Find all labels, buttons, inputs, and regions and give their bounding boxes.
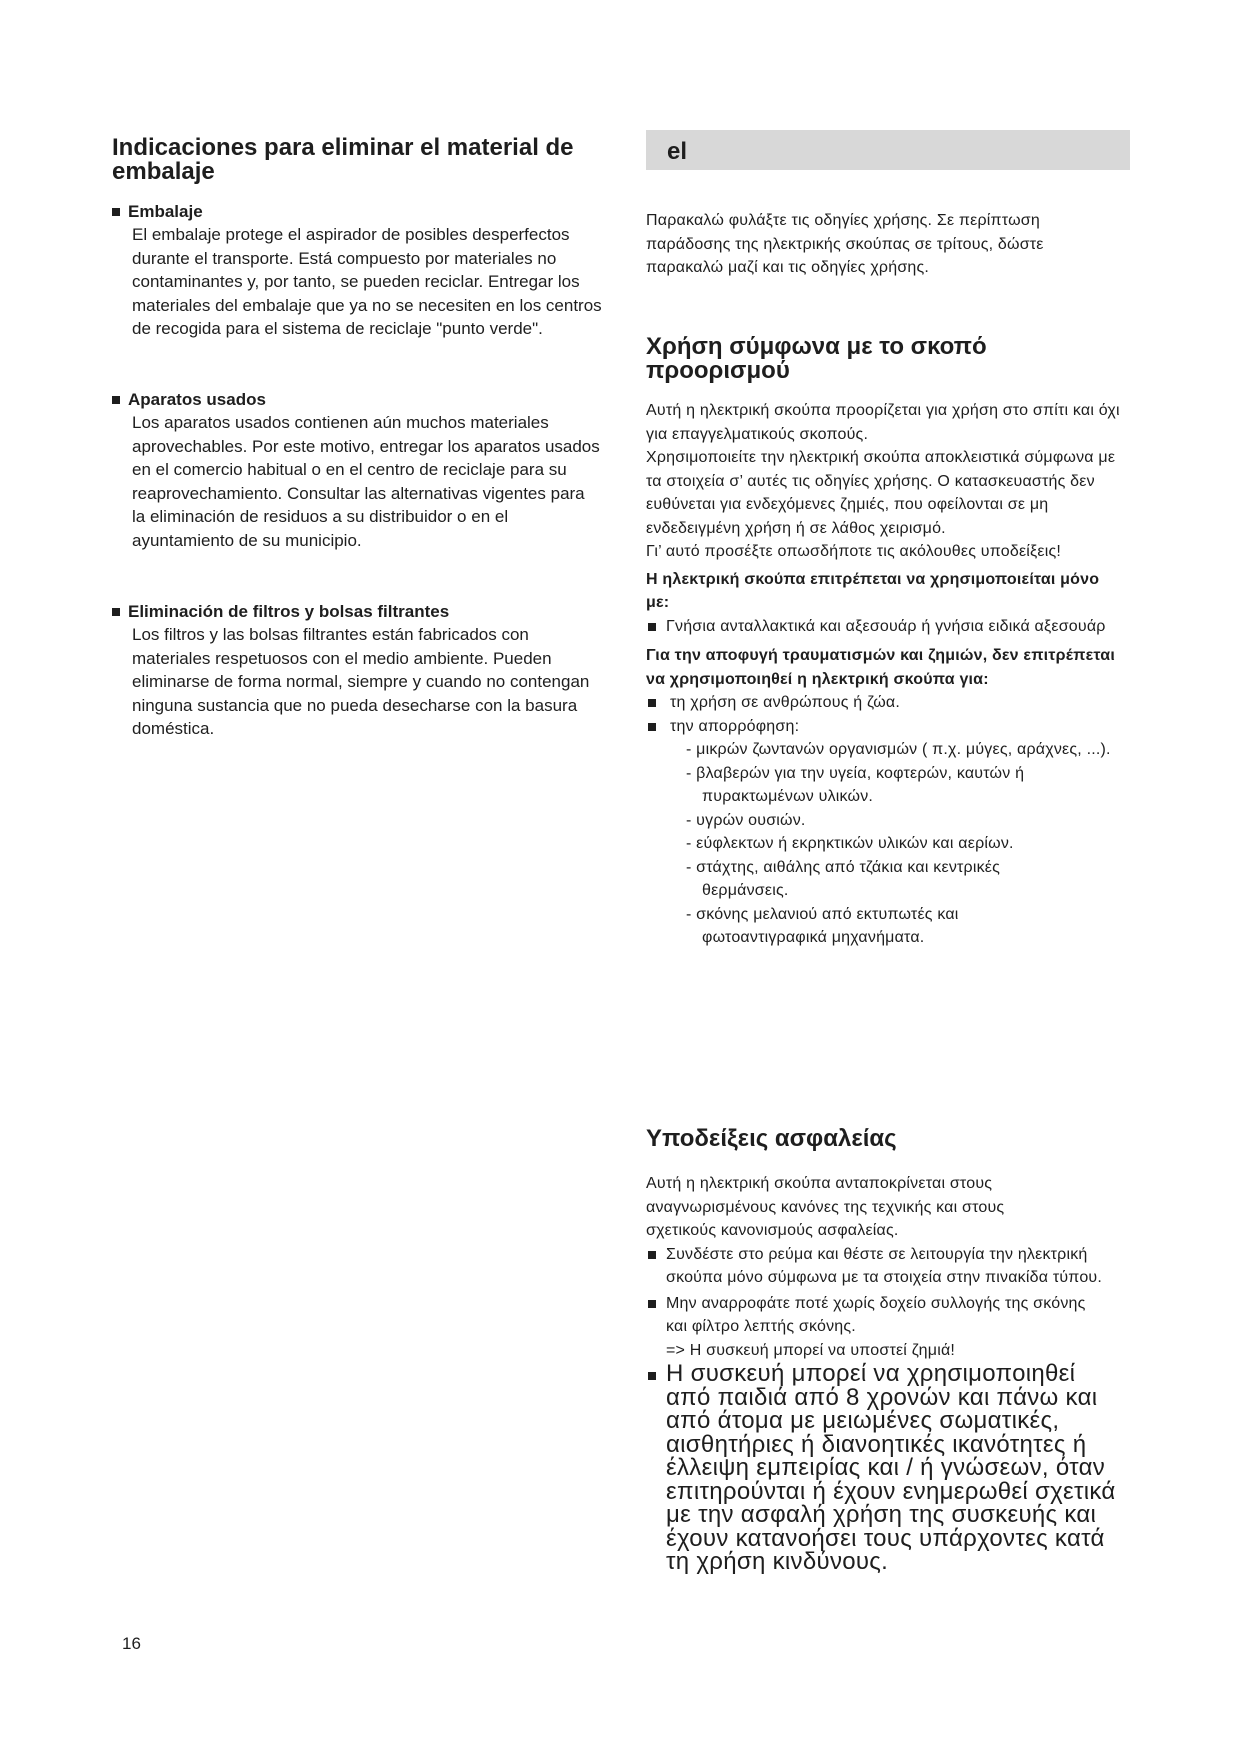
page-number: 16: [122, 1634, 141, 1653]
square-bullet-icon: [648, 623, 656, 631]
section-heading: Aparatos usados: [112, 389, 602, 411]
language-code: el: [667, 138, 688, 165]
intro-text: Παρακαλώ φυλάξτε τις οδηγίες χρήσης. Σε περίπτωση παράδοσης της ηλεκτρικής σκούπας σε τρίτους, δώστε παρακαλώ μαζί και τις οδηγίες χρήσης.: [646, 212, 1044, 276]
paragraph: Χρησιμοποιείτε την ηλεκτρική σκούπα αποκλειστικά σύμφωνα με τα στοιχεία σ’ αυτές τις οδηγίες χρήσης. Ο κατασκευαστής δεν ευθύνεται για ενδεχόμενες ζημιές, που οφείλονται σε μη ενδεδειγμένη χρήση ή σε λάθος χειρισμό.: [646, 449, 1116, 537]
square-bullet-icon: [648, 1372, 656, 1380]
bold-paragraph: Η ηλεκτρική σκούπα επιτρέπεται να χρησιμοποιείται μόνο με:: [646, 570, 1100, 611]
section-heading: Eliminación de filtros y bolsas filtrantes: [112, 601, 602, 623]
section-heading: Embalaje: [112, 201, 602, 223]
language-bar: [646, 130, 1130, 170]
square-bullet-icon: [648, 723, 656, 731]
section-text: El embalaje protege el aspirador de posibles desperfectos durante el transporte. Está compuesto por materiales no contaminantes y, por tanto, se pueden reciclar. Entregar los materiales del embalaje que ya no se necesiten en los centros de recogida para el sistema de reciclaje "punto verde".: [132, 225, 602, 338]
list-item: τη χρήση σε ανθρώπους ή ζώα.: [646, 691, 1128, 715]
dash-item: - μικρών ζωντανών οργανισμών ( π.χ. μύγες, αράχνες, ...).: [686, 741, 1111, 758]
square-bullet-icon: [648, 1251, 656, 1259]
paragraph: Γι’ αυτό προσέξτε οπωσδήποτε τις ακόλουθες υποδείξεις!: [646, 543, 1062, 560]
intended-use-body: [646, 399, 1128, 950]
section-eliminacion-filtros: [112, 601, 602, 741]
left-page-title: Indicaciones para eliminar el material de embalaje: [112, 134, 574, 185]
section-text: Los filtros y las bolsas filtrantes están fabricados con materiales respetuosos con el medio ambiente. Pueden eliminarse de forma normal, siempre y cuando no contengan ninguna sustancia que no pueda desecharse con la basura doméstica.: [132, 625, 590, 738]
square-bullet-icon: [648, 1300, 656, 1308]
dash-list: [646, 738, 1128, 950]
list-item: Συνδέστε στο ρεύμα και θέστε σε λειτουργία την ηλεκτρική σκούπα μόνο σύμφωνα με τα στοιχεία στην πινακίδα τύπου.: [646, 1243, 1110, 1290]
list-item: Γνήσια ανταλλακτικά και αξεσουάρ ή γνήσια ειδικά αξεσουάρ: [646, 615, 1106, 639]
dash-item: - εύφλεκτων ή εκρηκτικών υλικών και αερίων.: [686, 835, 1014, 852]
list-item: Μην αναρροφάτε ποτέ χωρίς δοχείο συλλογής της σκόνης και φίλτρο λεπτής σκόνης.: [646, 1292, 1086, 1339]
square-bullet-icon: [648, 699, 656, 707]
paragraph: Αυτή η ηλεκτρική σκούπα προορίζεται για χρήση στο σπίτι και όχι για επαγγελματικούς σκοπούς.: [646, 402, 1120, 443]
section-aparatos-usados: [112, 389, 602, 552]
safety-body: [646, 1172, 1128, 1574]
square-bullet-icon: [112, 208, 120, 216]
section-title-safety: Υποδείξεις ασφαλείας: [646, 1125, 897, 1152]
paragraph: Αυτή η ηλεκτρική σκούπα ανταποκρίνεται στους αναγνωρισμένους κανόνες της τεχνικής και στους σχετικούς κανονισμούς ασφαλείας.: [646, 1175, 1005, 1239]
list-item: την απορρόφηση:: [646, 715, 1128, 739]
square-bullet-icon: [112, 396, 120, 404]
list-item: Η συσκευή μπορεί να χρησιμοποιηθεί από παιδιά από 8 χρονών και πάνω και από άτομα με μειωμένες σωματικές, αισθητήριες ή διανοητικές ικανότητες ή έλλειψη εμπειρίας και / ή γνώσεων, όταν επιτηρούνται ή έχουν ενημερωθεί σχετικά με την ασφαλή χρήση της συσκευής και έχουν κατανοήσει τους υπάρχοντες κατά τη χρήση κινδύνους.: [646, 1362, 1126, 1574]
dash-item: - σκόνης μελανιού από εκτυπωτές και φωτοαντιγραφικά μηχανήματα.: [686, 905, 959, 946]
note: => Η συσκευή μπορεί να υποστεί ζημιά!: [666, 1341, 956, 1359]
section-title-intended-use: Χρήση σύμφωνα με το σκοπό προορισμού: [646, 333, 987, 384]
square-bullet-icon: [112, 608, 120, 616]
section-text: Los aparatos usados contienen aún muchos materiales aprovechables. Por este motivo, entregar los aparatos usados en el comercio habitual o en el centro de reciclaje para su reaprovechamiento. Consultar las alternativas vigentes para la eliminación de residuos a su distribuidor o en el ayuntamiento de su municipio.: [132, 413, 600, 550]
dash-item: - στάχτης, αιθάλης από τζάκια και κεντρικές θερμάνσεις.: [686, 858, 1001, 899]
dash-item: - υγρών ουσιών.: [686, 811, 806, 829]
section-embalaje: [112, 201, 602, 341]
bold-paragraph: Για την αποφυγή τραυματισμών και ζημιών, δεν επιτρέπεται να χρησιμοποιηθεί η ηλεκτρική σκούπα για:: [646, 647, 1115, 688]
dash-item: - βλαβερών για την υγεία, κοφτερών, καυτών ή πυρακτωμένων υλικών.: [686, 764, 1025, 805]
